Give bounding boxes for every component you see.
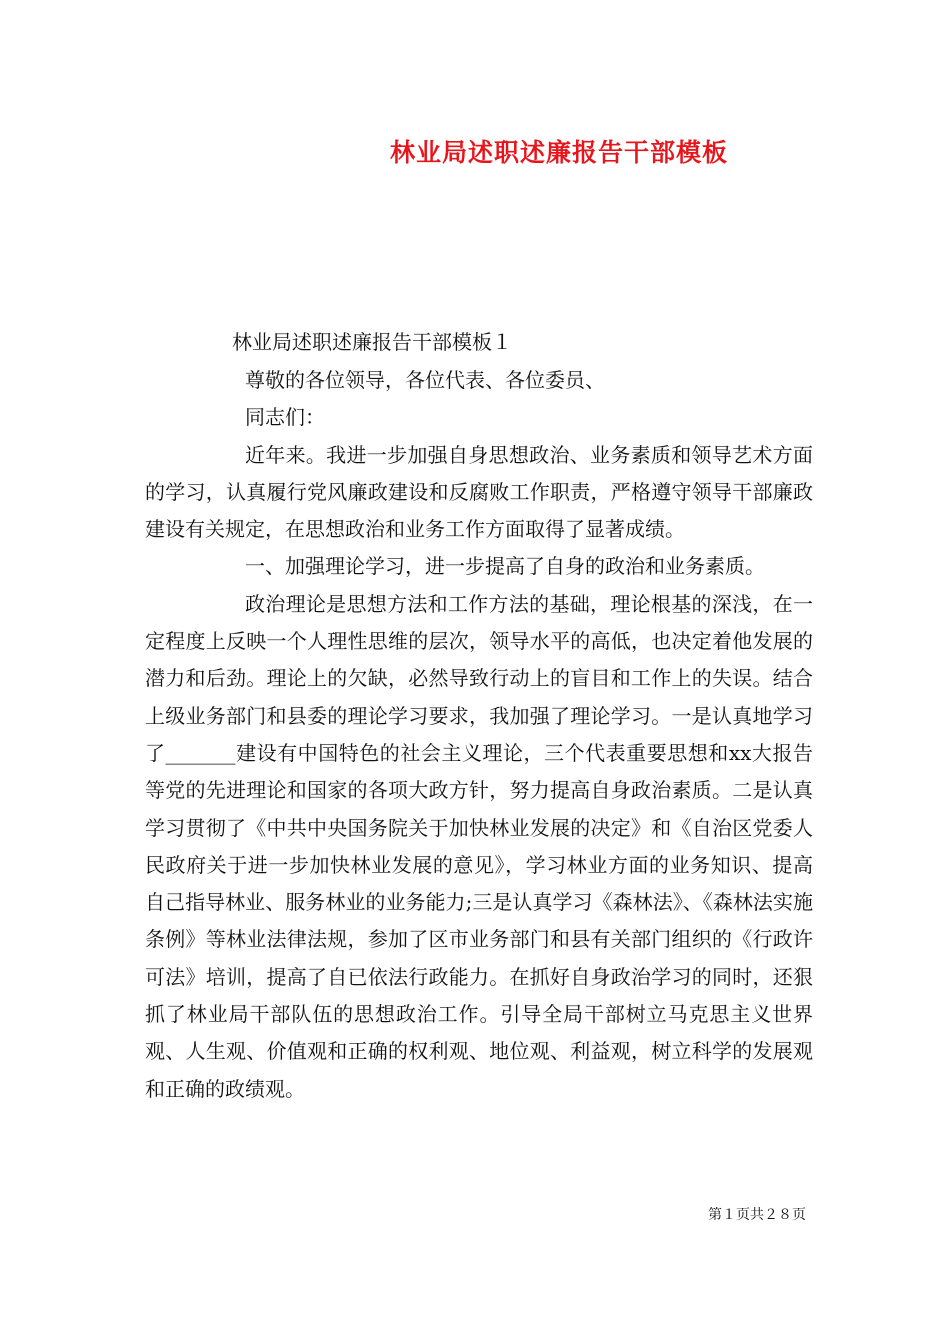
salutation-paragraph-2: 同志们：	[245, 405, 325, 430]
salutation-paragraph: 尊敬的各位领导，各位代表、各位委员、	[245, 368, 605, 392]
page-number: 第１页共２８页	[708, 1207, 806, 1223]
subheading-paragraph: 一、加强理论学习，进一步提高了自身的政治和业务素质。	[245, 554, 765, 579]
section-heading: 林业局述职述廉报告干部模板１	[232, 330, 512, 354]
content-paragraph: 政治理论是思想方法和工作方法的基础，理论根基的深浅，在一定程度上反映一个人理性思维的层次，领导水平的高低，也决定着他发展的潜力和后劲。理论上的欠缺，必然导致行动上的盲目和工作上的失误。结合上级业务部门和县委的理论学习要求，我加强了理论学习。一是认真地学习了_______建设有中国特色的社会主义理论，三个代表重要思想和xx大报告等党的先进理论和国家的各项大政方针，努力提高自身政治素质。二是认真学习贯彻了《中共中央国务院关于加快林业发展的决定》和《自治区党委人民政府关于进一步加快林业发展的意见》，学习林业方面的业务知识、提高自己指导林业、服务林业的业务能力;三是认真学习《森林法》、《森林法实施条例》等林业法律法规，参加了区市业务部门和县有关部门组织的《行政许可法》培训，提高了自已依法行政能力。在抓好自身政治学习的同时，还狠抓了林业局干部队伍的思想政治工作。引导全局干部树立马克思主义世界观、人生观、价值观和正确的权利观、地位观、利益观，树立科学的发展观和正确的政绩观。	[145, 591, 813, 1101]
document-body	[145, 362, 813, 1108]
page-title: 林业局述职述廉报告干部模板	[390, 138, 729, 167]
intro-paragraph: 近年来。我进一步加强自身思想政治、业务素质和领导艺术方面的学习，认真履行党风廉政建设和反腐败工作职责，严格遵守领导干部廉政建设有关规定，在思想政治和业务工作方面取得了显著成绩。	[145, 442, 813, 542]
